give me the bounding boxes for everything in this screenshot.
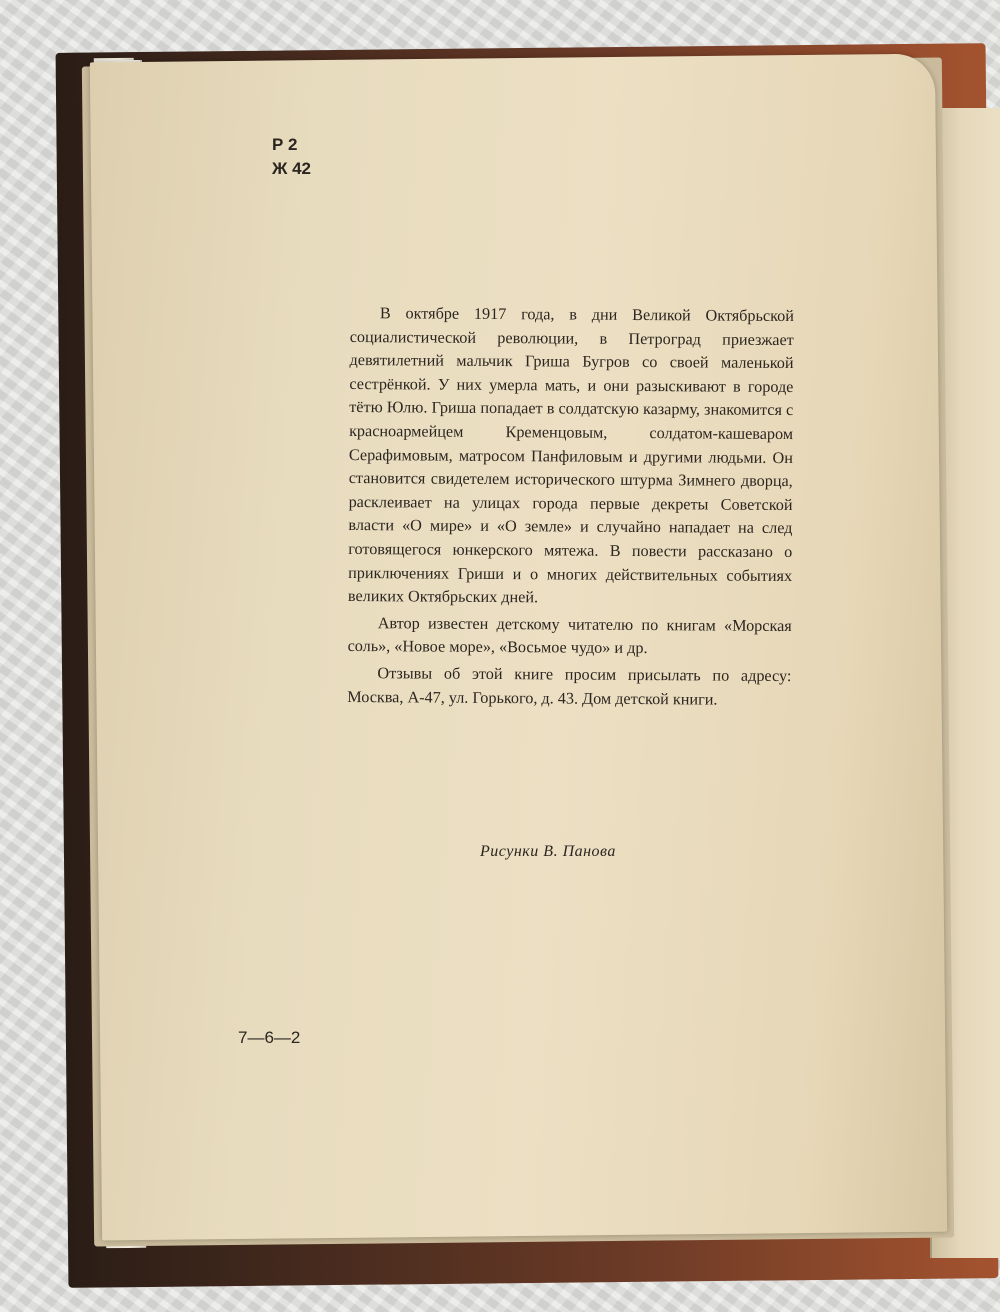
classification-code-line: Ж 42 (272, 159, 311, 178)
annotation-paragraph: Автор известен детскому читателю по книгам «Морская соль», «Новое море», «Восьмое чудо» и др. (347, 613, 792, 658)
annotation-text (347, 302, 794, 715)
illustrator-credit: Рисунки В. Панова (480, 843, 616, 860)
print-code: 7—6—2 (238, 1028, 301, 1047)
classification-code (272, 133, 311, 181)
classification-code-line: Р 2 (272, 135, 298, 154)
annotation-paragraph: В октябре 1917 года, в дни Великой Октябрьской социалистической революции, в Петроград приезжает девятилетний мальчик Гриша Бугров со своей маленькой сестрёнкой. У них умерла мать, и они разыскивают в городе тётю Юлю. Гриша попадает в солдатскую казарму, знакомится с красноармейцем Кременцовым, солдатом-кашеваром Серафимовым, матросом Панфиловым и другими людьми. Он становится свидетелем исторического штурма Зимнего дворца, расклеивает на улицах города первые декреты Советской власти «О мире» и «О земле» и случайно нападает на след готовящегося юнкерского мятежа. В повести рассказано о приключениях Гриши и о многих действительных событиях великих Октябрьских дней. (347, 304, 794, 607)
annotation-paragraph: Отзывы об этой книге просим присылать по адресу: Москва, А-47, ул. Горького, д. 43. Дом детской книги. (347, 664, 792, 709)
